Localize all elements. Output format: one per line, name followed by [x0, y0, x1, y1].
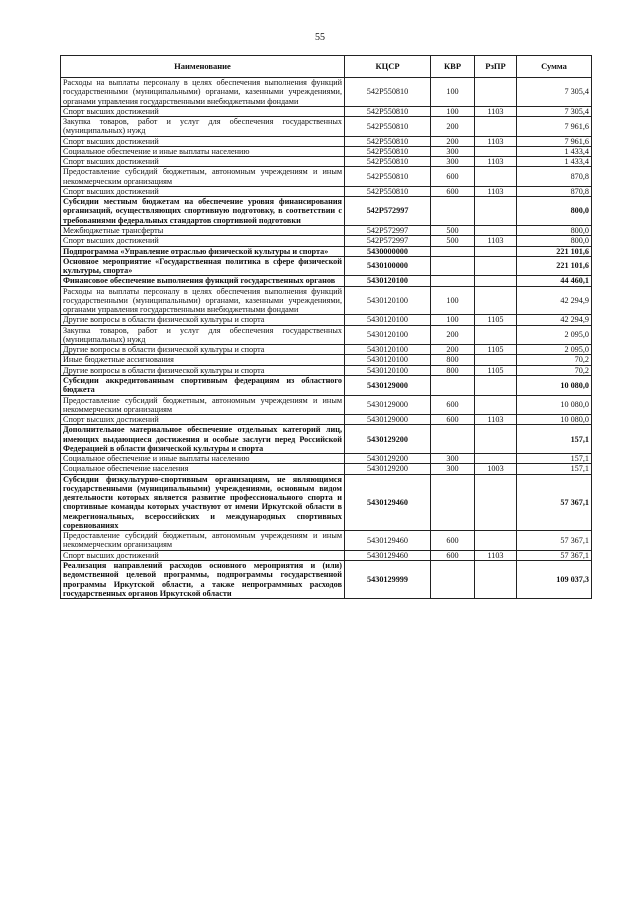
cell-rzpr	[475, 561, 517, 599]
cell-kvr: 600	[431, 167, 475, 187]
cell-kvr: 300	[431, 146, 475, 156]
cell-rzpr	[475, 454, 517, 464]
cell-kcsr: 542P572997	[345, 197, 431, 226]
cell-name: Субсидии местным бюджетам на обеспечение уровня финансирования организаций, осуществляющих спортивную подготовку, в соответствии с требованиями федеральных стандартов спортивной подготовки	[61, 197, 345, 226]
cell-kvr: 300	[431, 157, 475, 167]
cell-sum: 800,0	[517, 197, 592, 226]
cell-name: Социальное обеспечение и иные выплаты населению	[61, 146, 345, 156]
table-row	[61, 246, 592, 256]
cell-name: Другие вопросы в области физической культуры и спорта	[61, 315, 345, 325]
cell-rzpr: 1103	[475, 415, 517, 425]
table-row	[61, 454, 592, 464]
cell-kvr: 100	[431, 106, 475, 116]
cell-name: Финансовое обеспечение выполнения функций государственных органов	[61, 276, 345, 286]
cell-name: Другие вопросы в области физической культуры и спорта	[61, 345, 345, 355]
cell-name: Подпрограмма «Управление отраслью физической культуры и спорта»	[61, 246, 345, 256]
cell-name: Закупка товаров, работ и услуг для обеспечения государственных (муниципальных) нужд	[61, 325, 345, 345]
cell-kcsr: 5430129999	[345, 561, 431, 599]
cell-rzpr	[475, 474, 517, 531]
cell-rzpr: 1103	[475, 186, 517, 196]
cell-kvr: 500	[431, 236, 475, 246]
cell-kcsr: 542P550810	[345, 106, 431, 116]
table-row	[61, 531, 592, 551]
cell-kvr: 600	[431, 186, 475, 196]
cell-kcsr: 5430100000	[345, 256, 431, 276]
cell-sum: 1 433,4	[517, 146, 592, 156]
cell-sum: 2 095,0	[517, 325, 592, 345]
cell-name: Субсидии аккредитованным спортивным федерациям из областного бюджета	[61, 375, 345, 395]
cell-kvr: 200	[431, 117, 475, 137]
cell-sum: 221 101,6	[517, 256, 592, 276]
cell-kcsr: 5430129460	[345, 531, 431, 551]
table-row	[61, 106, 592, 116]
cell-kcsr: 542P572997	[345, 225, 431, 235]
cell-kcsr: 5430129200	[345, 425, 431, 454]
cell-kvr	[431, 561, 475, 599]
cell-sum: 7 305,4	[517, 78, 592, 107]
cell-rzpr	[475, 246, 517, 256]
table-row	[61, 315, 592, 325]
cell-name: Реализация направлений расходов основного мероприятия и (или) ведомственной целевой программы, подпрограммы государственной программы Иркутской области, а также непрограммных расходов государственных органов Иркутской области	[61, 561, 345, 599]
cell-kvr: 600	[431, 531, 475, 551]
cell-kvr: 100	[431, 315, 475, 325]
cell-rzpr	[475, 375, 517, 395]
cell-sum: 157,1	[517, 425, 592, 454]
cell-kcsr: 5430129000	[345, 375, 431, 395]
cell-rzpr: 1105	[475, 345, 517, 355]
cell-kcsr: 542P550810	[345, 117, 431, 137]
cell-rzpr	[475, 531, 517, 551]
cell-name: Спорт высших достижений	[61, 157, 345, 167]
cell-name: Предоставление субсидий бюджетным, автономным учреждениям и иным некоммерческим организациям	[61, 531, 345, 551]
cell-rzpr	[475, 395, 517, 415]
cell-kvr: 300	[431, 454, 475, 464]
cell-name: Дополнительное материальное обеспечение отдельных категорий лиц, имеющих выдающиеся достижения и особые заслуги перед Российской Федерацией в области физической культуры и спорта	[61, 425, 345, 454]
cell-rzpr: 1103	[475, 157, 517, 167]
table-row	[61, 136, 592, 146]
cell-kvr	[431, 474, 475, 531]
table-row	[61, 365, 592, 375]
cell-sum: 70,2	[517, 365, 592, 375]
cell-kcsr: 5430120100	[345, 345, 431, 355]
table-row	[61, 146, 592, 156]
cell-kcsr: 5430129460	[345, 550, 431, 560]
cell-sum: 870,8	[517, 167, 592, 187]
cell-sum: 57 367,1	[517, 550, 592, 560]
cell-sum: 7 961,6	[517, 117, 592, 137]
cell-name: Социальное обеспечение и иные выплаты населению	[61, 454, 345, 464]
cell-kvr	[431, 197, 475, 226]
cell-sum: 1 433,4	[517, 157, 592, 167]
table-row	[61, 561, 592, 599]
table-header-row	[61, 56, 592, 78]
table-row	[61, 375, 592, 395]
cell-kvr: 200	[431, 136, 475, 146]
cell-kcsr: 5430120100	[345, 325, 431, 345]
table-row	[61, 276, 592, 286]
cell-kvr: 600	[431, 395, 475, 415]
cell-kvr: 100	[431, 286, 475, 315]
cell-rzpr	[475, 355, 517, 365]
budget-table	[60, 55, 592, 599]
header-kcsr: КЦСР	[345, 56, 431, 78]
cell-rzpr: 1103	[475, 106, 517, 116]
cell-sum: 44 460,1	[517, 276, 592, 286]
header-name: Наименование	[61, 56, 345, 78]
cell-kcsr: 542P550810	[345, 157, 431, 167]
cell-rzpr: 1103	[475, 550, 517, 560]
cell-kvr: 500	[431, 225, 475, 235]
page-number: 55	[315, 32, 325, 43]
cell-name: Основное мероприятие «Государственная политика в сфере физической культуры, спорта»	[61, 256, 345, 276]
cell-name: Спорт высших достижений	[61, 550, 345, 560]
cell-name: Субсидии физкультурно-спортивным организациям, не являющимся государственными (муниципальными) учреждениями, основным видом деятельности которых является развитие профессионального спорта и спортивные команды которых участвуют от имени Иркутской области в межрегиональных, всероссийских и международных спортивных соревнованиях	[61, 474, 345, 531]
header-rzpr: РзПР	[475, 56, 517, 78]
cell-name: Предоставление субсидий бюджетным, автономным учреждениям и иным некоммерческим организациям	[61, 395, 345, 415]
cell-rzpr: 1105	[475, 365, 517, 375]
cell-kvr	[431, 246, 475, 256]
table-row	[61, 550, 592, 560]
cell-sum: 70,2	[517, 355, 592, 365]
cell-sum: 7 305,4	[517, 106, 592, 116]
cell-name: Спорт высших достижений	[61, 415, 345, 425]
cell-sum: 109 037,3	[517, 561, 592, 599]
cell-sum: 57 367,1	[517, 474, 592, 531]
table-row	[61, 167, 592, 187]
table-row	[61, 464, 592, 474]
cell-kcsr: 5430120100	[345, 365, 431, 375]
cell-kcsr: 5430129000	[345, 395, 431, 415]
table-row	[61, 286, 592, 315]
cell-kcsr: 542P550810	[345, 167, 431, 187]
cell-kcsr: 5430120100	[345, 315, 431, 325]
cell-sum: 870,8	[517, 186, 592, 196]
table-row	[61, 474, 592, 531]
cell-kvr: 800	[431, 365, 475, 375]
table-row	[61, 236, 592, 246]
cell-rzpr: 1103	[475, 136, 517, 146]
header-sum: Сумма	[517, 56, 592, 78]
cell-kvr: 300	[431, 464, 475, 474]
cell-sum: 42 294,9	[517, 315, 592, 325]
cell-name: Предоставление субсидий бюджетным, автономным учреждениям и иным некоммерческим организациям	[61, 167, 345, 187]
cell-kcsr: 542P550810	[345, 136, 431, 146]
cell-sum: 221 101,6	[517, 246, 592, 256]
cell-sum: 157,1	[517, 454, 592, 464]
table-row	[61, 197, 592, 226]
cell-kvr	[431, 276, 475, 286]
cell-sum: 800,0	[517, 225, 592, 235]
cell-name: Спорт высших достижений	[61, 236, 345, 246]
cell-name: Межбюджетные трансферты	[61, 225, 345, 235]
cell-rzpr	[475, 276, 517, 286]
cell-kcsr: 5430120100	[345, 286, 431, 315]
table-row	[61, 415, 592, 425]
cell-sum: 10 080,0	[517, 375, 592, 395]
cell-sum: 800,0	[517, 236, 592, 246]
cell-name: Расходы на выплаты персоналу в целях обеспечения выполнения функций государственными (муниципальными) органами, казенными учреждениями, органами управления государственными внебюджетными фондами	[61, 286, 345, 315]
cell-rzpr	[475, 197, 517, 226]
cell-name: Спорт высших достижений	[61, 186, 345, 196]
cell-kcsr: 542P550810	[345, 186, 431, 196]
cell-rzpr	[475, 78, 517, 107]
cell-kcsr: 5430129200	[345, 464, 431, 474]
cell-name: Расходы на выплаты персоналу в целях обеспечения выполнения функций государственными (муниципальными) органами, казенными учреждениями, органами управления государственными внебюджетными фондами	[61, 78, 345, 107]
cell-kvr	[431, 425, 475, 454]
cell-sum: 10 080,0	[517, 395, 592, 415]
cell-kcsr: 5430129460	[345, 474, 431, 531]
table-row	[61, 157, 592, 167]
cell-rzpr	[475, 425, 517, 454]
table-row	[61, 395, 592, 415]
cell-sum: 157,1	[517, 464, 592, 474]
table-row	[61, 325, 592, 345]
cell-rzpr: 1105	[475, 315, 517, 325]
cell-kvr: 600	[431, 415, 475, 425]
cell-sum: 2 095,0	[517, 345, 592, 355]
cell-name: Иные бюджетные ассигнования	[61, 355, 345, 365]
table-row	[61, 345, 592, 355]
cell-rzpr	[475, 286, 517, 315]
cell-kvr	[431, 256, 475, 276]
cell-sum: 7 961,6	[517, 136, 592, 146]
table-row	[61, 78, 592, 107]
table-body	[61, 78, 592, 599]
cell-sum: 57 367,1	[517, 531, 592, 551]
cell-kcsr: 5430120100	[345, 355, 431, 365]
cell-rzpr: 1103	[475, 236, 517, 246]
cell-kvr: 100	[431, 78, 475, 107]
cell-rzpr	[475, 256, 517, 276]
cell-kcsr: 5430129000	[345, 415, 431, 425]
cell-rzpr	[475, 325, 517, 345]
cell-name: Другие вопросы в области физической культуры и спорта	[61, 365, 345, 375]
cell-kvr: 200	[431, 345, 475, 355]
cell-kcsr: 542P550810	[345, 146, 431, 156]
table-row	[61, 186, 592, 196]
cell-kvr	[431, 375, 475, 395]
cell-kvr: 600	[431, 550, 475, 560]
cell-kcsr: 5430120100	[345, 276, 431, 286]
table-row	[61, 425, 592, 454]
cell-kvr: 200	[431, 325, 475, 345]
cell-rzpr	[475, 225, 517, 235]
table-row	[61, 355, 592, 365]
cell-name: Социальное обеспечение населения	[61, 464, 345, 474]
table-row	[61, 256, 592, 276]
cell-rzpr: 1003	[475, 464, 517, 474]
cell-sum: 42 294,9	[517, 286, 592, 315]
cell-kcsr: 542P572997	[345, 236, 431, 246]
cell-rzpr	[475, 117, 517, 137]
cell-rzpr	[475, 146, 517, 156]
cell-name: Спорт высших достижений	[61, 136, 345, 146]
cell-rzpr	[475, 167, 517, 187]
table-row	[61, 117, 592, 137]
cell-name: Спорт высших достижений	[61, 106, 345, 116]
cell-kvr: 800	[431, 355, 475, 365]
cell-name: Закупка товаров, работ и услуг для обеспечения государственных (муниципальных) нужд	[61, 117, 345, 137]
table-row	[61, 225, 592, 235]
cell-kcsr: 5430129200	[345, 454, 431, 464]
header-kvr: КВР	[431, 56, 475, 78]
cell-kcsr: 5430000000	[345, 246, 431, 256]
cell-kcsr: 542P550810	[345, 78, 431, 107]
cell-sum: 10 080,0	[517, 415, 592, 425]
